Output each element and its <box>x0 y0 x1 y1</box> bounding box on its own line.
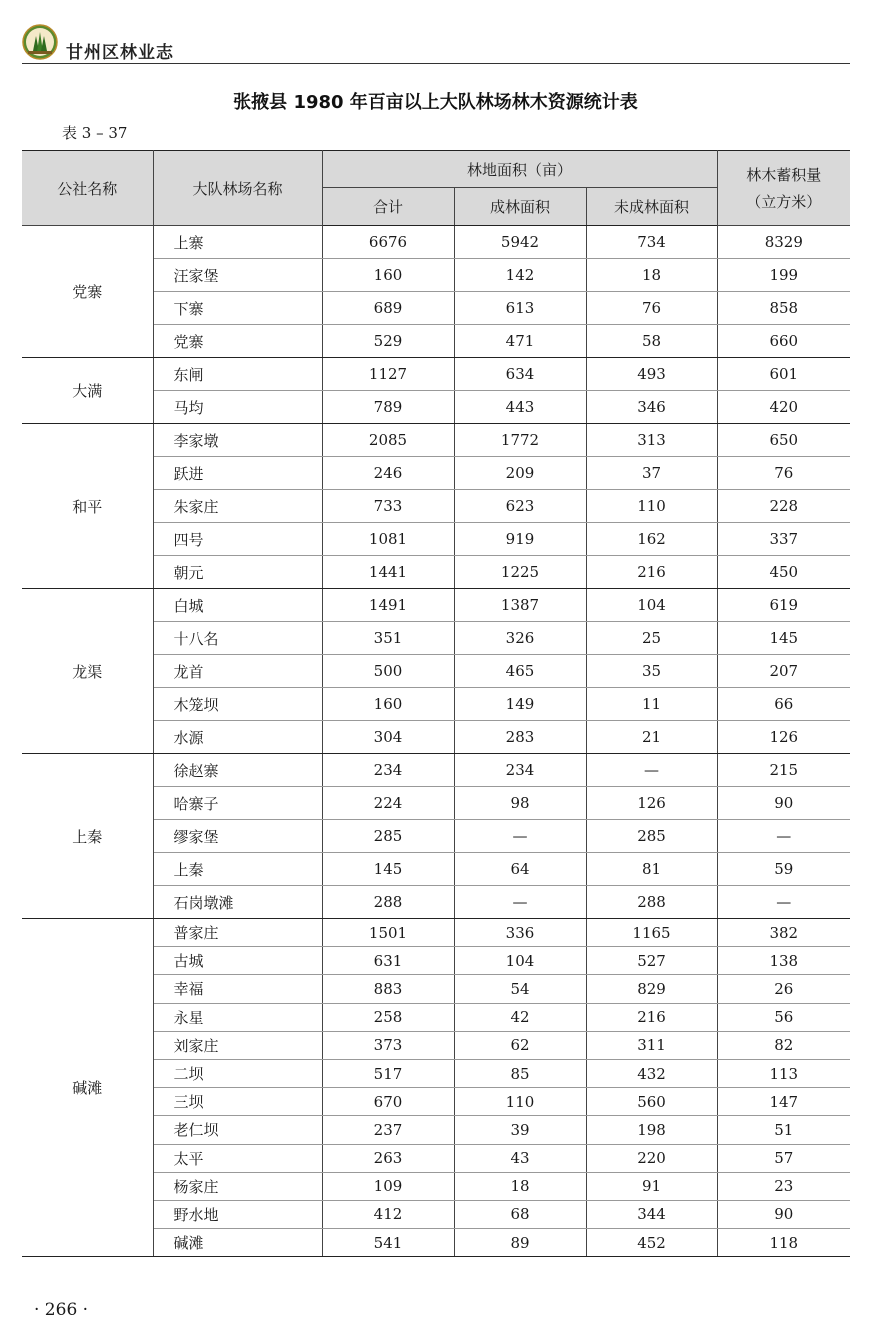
farm-name-cell: 刘家庄 <box>153 1031 322 1059</box>
forested-cell: 89 <box>454 1229 586 1257</box>
forested-cell: 98 <box>454 787 586 820</box>
farm-name-cell: 二坝 <box>153 1059 322 1087</box>
stock-cell: 147 <box>717 1088 850 1116</box>
total-cell: 351 <box>322 622 454 655</box>
farm-name-cell: 杨家庄 <box>153 1172 322 1200</box>
total-cell: 224 <box>322 787 454 820</box>
forested-cell: 443 <box>454 391 586 424</box>
unforested-cell: 560 <box>586 1088 717 1116</box>
farm-name-cell: 三坝 <box>153 1088 322 1116</box>
forested-cell: 336 <box>454 919 586 947</box>
stock-cell: 8329 <box>717 226 850 259</box>
unforested-cell: 220 <box>586 1144 717 1172</box>
total-cell: 6676 <box>322 226 454 259</box>
farm-name-cell: 朝元 <box>153 556 322 589</box>
unforested-cell: 198 <box>586 1116 717 1144</box>
unforested-cell: 25 <box>586 622 717 655</box>
total-cell: 789 <box>322 391 454 424</box>
unforested-cell: 285 <box>586 820 717 853</box>
unforested-cell: 288 <box>586 886 717 919</box>
stock-cell: 118 <box>717 1229 850 1257</box>
unforested-cell: 1165 <box>586 919 717 947</box>
forested-cell: 104 <box>454 947 586 975</box>
forest-logo-icon <box>22 24 58 60</box>
unforested-cell: 162 <box>586 523 717 556</box>
total-cell: 541 <box>322 1229 454 1257</box>
forested-cell: 62 <box>454 1031 586 1059</box>
unforested-cell: — <box>586 754 717 787</box>
total-cell: 529 <box>322 325 454 358</box>
forested-cell: 68 <box>454 1200 586 1228</box>
forested-cell: 209 <box>454 457 586 490</box>
unforested-cell: 344 <box>586 1200 717 1228</box>
total-cell: 1441 <box>322 556 454 589</box>
unforested-cell: 311 <box>586 1031 717 1059</box>
table-title: 张掖县 1980 年百亩以上大队林场林木资源统计表 <box>233 92 638 113</box>
forested-cell: 85 <box>454 1059 586 1087</box>
farm-name-cell: 跃进 <box>153 457 322 490</box>
farm-name-cell: 永星 <box>153 1003 322 1031</box>
stock-cell: — <box>717 886 850 919</box>
forested-cell: 54 <box>454 975 586 1003</box>
farm-name-cell: 太平 <box>153 1144 322 1172</box>
table-row <box>22 754 850 787</box>
unforested-cell: 432 <box>586 1059 717 1087</box>
stock-cell: 82 <box>717 1031 850 1059</box>
unforested-cell: 104 <box>586 589 717 622</box>
total-cell: 160 <box>322 688 454 721</box>
total-cell: 160 <box>322 259 454 292</box>
farm-name-cell: 水源 <box>153 721 322 754</box>
stock-cell: 215 <box>717 754 850 787</box>
forested-cell: 1387 <box>454 589 586 622</box>
stock-cell: 660 <box>717 325 850 358</box>
farm-name-cell: 马均 <box>153 391 322 424</box>
header-forested: 成林面积 <box>454 188 586 226</box>
unforested-cell: 37 <box>586 457 717 490</box>
commune-cell: 大满 <box>22 358 153 424</box>
forested-cell: — <box>454 820 586 853</box>
stock-cell: 858 <box>717 292 850 325</box>
stock-cell: 26 <box>717 975 850 1003</box>
farm-name-cell: 古城 <box>153 947 322 975</box>
forested-cell: 1225 <box>454 556 586 589</box>
total-cell: 109 <box>322 1172 454 1200</box>
header-stock-line2: （立方米） <box>746 193 822 211</box>
header-farm: 大队林场名称 <box>153 151 322 226</box>
total-cell: 258 <box>322 1003 454 1031</box>
table-row <box>22 919 850 947</box>
total-cell: 1127 <box>322 358 454 391</box>
total-cell: 246 <box>322 457 454 490</box>
stock-cell: 90 <box>717 787 850 820</box>
farm-name-cell: 朱家庄 <box>153 490 322 523</box>
stock-cell: 619 <box>717 589 850 622</box>
stock-cell: 228 <box>717 490 850 523</box>
forested-cell: 64 <box>454 853 586 886</box>
table-row <box>22 589 850 622</box>
header-stock-line1: 林木蓄积量 <box>746 166 822 184</box>
forested-cell: 18 <box>454 1172 586 1200</box>
total-cell: 412 <box>322 1200 454 1228</box>
unforested-cell: 216 <box>586 1003 717 1031</box>
total-cell: 1491 <box>322 589 454 622</box>
unforested-cell: 829 <box>586 975 717 1003</box>
stock-cell: 450 <box>717 556 850 589</box>
farm-name-cell: 上秦 <box>153 853 322 886</box>
total-cell: 373 <box>322 1031 454 1059</box>
unforested-cell: 11 <box>586 688 717 721</box>
farm-name-cell: 野水地 <box>153 1200 322 1228</box>
total-cell: 689 <box>322 292 454 325</box>
farm-name-cell: 上寨 <box>153 226 322 259</box>
total-cell: 2085 <box>322 424 454 457</box>
commune-cell: 党寨 <box>22 226 153 358</box>
header-total: 合计 <box>322 188 454 226</box>
unforested-cell: 91 <box>586 1172 717 1200</box>
unforested-cell: 216 <box>586 556 717 589</box>
stock-cell: 420 <box>717 391 850 424</box>
unforested-cell: 452 <box>586 1229 717 1257</box>
page-header <box>22 24 850 64</box>
header-area-group: 林地面积（亩） <box>322 151 717 188</box>
farm-name-cell: 四号 <box>153 523 322 556</box>
farm-name-cell: 东闸 <box>153 358 322 391</box>
stock-cell: 76 <box>717 457 850 490</box>
farm-name-cell: 碱滩 <box>153 1229 322 1257</box>
forested-cell: 471 <box>454 325 586 358</box>
table-row <box>22 424 850 457</box>
unforested-cell: 81 <box>586 853 717 886</box>
farm-name-cell: 汪家堡 <box>153 259 322 292</box>
farm-name-cell: 石岗墩滩 <box>153 886 322 919</box>
farm-name-cell: 十八名 <box>153 622 322 655</box>
forest-resource-table <box>22 150 850 1257</box>
forested-cell: 1772 <box>454 424 586 457</box>
total-cell: 288 <box>322 886 454 919</box>
stock-cell: 601 <box>717 358 850 391</box>
total-cell: 631 <box>322 947 454 975</box>
farm-name-cell: 缪家堡 <box>153 820 322 853</box>
total-cell: 234 <box>322 754 454 787</box>
stock-cell: 337 <box>717 523 850 556</box>
farm-name-cell: 哈寨子 <box>153 787 322 820</box>
forested-cell: 5942 <box>454 226 586 259</box>
commune-cell: 碱滩 <box>22 919 153 1257</box>
header-divider <box>22 63 850 64</box>
forested-cell: 613 <box>454 292 586 325</box>
forested-cell: 283 <box>454 721 586 754</box>
forested-cell: 42 <box>454 1003 586 1031</box>
table-number: 表 3 – 37 <box>62 124 128 142</box>
stock-cell: 66 <box>717 688 850 721</box>
stock-cell: — <box>717 820 850 853</box>
forested-cell: — <box>454 886 586 919</box>
farm-name-cell: 普家庄 <box>153 919 322 947</box>
stock-cell: 51 <box>717 1116 850 1144</box>
total-cell: 670 <box>322 1088 454 1116</box>
total-cell: 237 <box>322 1116 454 1144</box>
header-unforested: 未成林面积 <box>586 188 717 226</box>
farm-name-cell: 徐赵寨 <box>153 754 322 787</box>
total-cell: 1501 <box>322 919 454 947</box>
total-cell: 500 <box>322 655 454 688</box>
unforested-cell: 76 <box>586 292 717 325</box>
forested-cell: 39 <box>454 1116 586 1144</box>
unforested-cell: 21 <box>586 721 717 754</box>
farm-name-cell: 老仁坝 <box>153 1116 322 1144</box>
forested-cell: 234 <box>454 754 586 787</box>
stock-cell: 126 <box>717 721 850 754</box>
stock-cell: 145 <box>717 622 850 655</box>
unforested-cell: 110 <box>586 490 717 523</box>
forested-cell: 110 <box>454 1088 586 1116</box>
book-title: 甘州区林业志 <box>66 43 174 63</box>
forested-cell: 634 <box>454 358 586 391</box>
farm-name-cell: 龙首 <box>153 655 322 688</box>
stock-cell: 199 <box>717 259 850 292</box>
farm-name-cell: 党寨 <box>153 325 322 358</box>
total-cell: 733 <box>322 490 454 523</box>
stock-cell: 138 <box>717 947 850 975</box>
stock-cell: 207 <box>717 655 850 688</box>
stock-cell: 382 <box>717 919 850 947</box>
table-row <box>22 358 850 391</box>
stock-cell: 59 <box>717 853 850 886</box>
unforested-cell: 35 <box>586 655 717 688</box>
commune-cell: 龙渠 <box>22 589 153 754</box>
forested-cell: 623 <box>454 490 586 523</box>
page-number: · 266 · <box>34 1300 89 1320</box>
unforested-cell: 313 <box>586 424 717 457</box>
commune-cell: 和平 <box>22 424 153 589</box>
stock-cell: 56 <box>717 1003 850 1031</box>
unforested-cell: 527 <box>586 947 717 975</box>
forested-cell: 465 <box>454 655 586 688</box>
total-cell: 263 <box>322 1144 454 1172</box>
farm-name-cell: 幸福 <box>153 975 322 1003</box>
farm-name-cell: 李家墩 <box>153 424 322 457</box>
total-cell: 304 <box>322 721 454 754</box>
forested-cell: 919 <box>454 523 586 556</box>
unforested-cell: 734 <box>586 226 717 259</box>
forested-cell: 326 <box>454 622 586 655</box>
table-body <box>22 226 850 1257</box>
farm-name-cell: 白城 <box>153 589 322 622</box>
header-stock <box>717 151 850 226</box>
stock-cell: 90 <box>717 1200 850 1228</box>
farm-name-cell: 下寨 <box>153 292 322 325</box>
stock-cell: 57 <box>717 1144 850 1172</box>
unforested-cell: 126 <box>586 787 717 820</box>
total-cell: 517 <box>322 1059 454 1087</box>
unforested-cell: 493 <box>586 358 717 391</box>
unforested-cell: 58 <box>586 325 717 358</box>
stock-cell: 23 <box>717 1172 850 1200</box>
total-cell: 1081 <box>322 523 454 556</box>
commune-cell: 上秦 <box>22 754 153 919</box>
stock-cell: 113 <box>717 1059 850 1087</box>
forested-cell: 142 <box>454 259 586 292</box>
unforested-cell: 18 <box>586 259 717 292</box>
farm-name-cell: 木笼坝 <box>153 688 322 721</box>
forested-cell: 149 <box>454 688 586 721</box>
total-cell: 883 <box>322 975 454 1003</box>
header-commune: 公社名称 <box>22 151 153 226</box>
forested-cell: 43 <box>454 1144 586 1172</box>
total-cell: 285 <box>322 820 454 853</box>
unforested-cell: 346 <box>586 391 717 424</box>
table-row <box>22 226 850 259</box>
total-cell: 145 <box>322 853 454 886</box>
stock-cell: 650 <box>717 424 850 457</box>
